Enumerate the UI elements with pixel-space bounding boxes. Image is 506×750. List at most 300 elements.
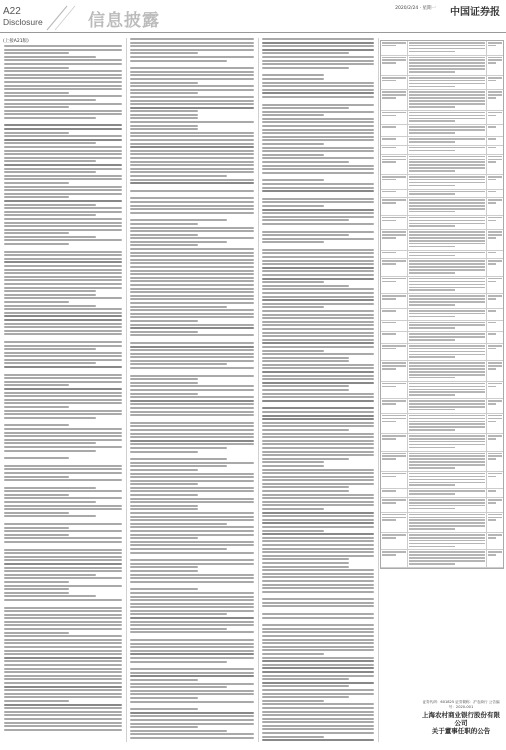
- text-line: [130, 737, 254, 739]
- text-line: [382, 91, 406, 93]
- text-line: [4, 315, 122, 317]
- masthead-slash-graphic: [45, 0, 85, 32]
- text-line: [382, 59, 406, 61]
- text-line: [409, 336, 485, 338]
- text-line: [4, 570, 122, 572]
- text-line: [262, 111, 374, 113]
- text-line: [4, 211, 122, 213]
- text-line: [262, 198, 374, 200]
- text-line: [4, 110, 122, 112]
- text-line: [262, 494, 374, 496]
- text-line: [130, 295, 254, 297]
- text-line: [4, 497, 122, 499]
- text-line: [262, 721, 374, 723]
- text-line: [262, 696, 349, 698]
- text-line: [4, 675, 122, 677]
- text-line: [382, 435, 406, 437]
- text-line: [409, 199, 485, 201]
- text-line: [488, 80, 496, 82]
- text-line: [130, 697, 198, 699]
- text-line: [262, 707, 374, 709]
- text-line: [488, 554, 496, 556]
- text-line: [409, 476, 485, 478]
- table-row: [381, 294, 503, 309]
- text-line: [4, 178, 122, 180]
- text-line: [488, 191, 496, 193]
- text-line: [130, 244, 198, 246]
- text-line: [262, 346, 374, 348]
- text-line: [409, 455, 485, 457]
- text-line: [4, 402, 122, 404]
- text-line: [4, 56, 96, 58]
- text-line: [488, 281, 496, 283]
- text-line: [4, 214, 96, 216]
- text-line: [409, 161, 485, 163]
- text-line: [409, 403, 485, 405]
- text-line: [130, 723, 254, 725]
- text-line: [4, 297, 122, 299]
- text-line: [382, 217, 406, 219]
- text-line: [262, 411, 374, 413]
- text-line: [130, 107, 254, 109]
- text-line: [382, 365, 406, 367]
- table-cell: [381, 76, 408, 90]
- table-cell: [487, 294, 503, 308]
- text-line: [130, 89, 254, 91]
- text-line: [130, 346, 254, 348]
- text-line: [4, 588, 69, 590]
- text-line: [262, 728, 374, 730]
- text-line: [130, 610, 254, 612]
- text-line: [4, 381, 122, 383]
- text-line: [382, 77, 406, 79]
- text-line: [262, 393, 374, 395]
- text-line: [382, 368, 396, 370]
- text-line: [262, 653, 324, 655]
- text-line: [488, 77, 502, 79]
- text-line: [382, 260, 406, 262]
- text-line: [130, 367, 254, 369]
- text-line: [4, 374, 122, 376]
- text-line: [262, 168, 374, 170]
- table-row: [381, 259, 503, 276]
- text-line: [262, 407, 374, 409]
- text-line: [488, 473, 502, 475]
- text-line: [262, 260, 374, 262]
- text-line: [4, 81, 122, 83]
- text-line: [488, 418, 502, 420]
- text-line: [130, 628, 227, 630]
- text-line: [4, 534, 69, 536]
- table-cell: [487, 41, 503, 55]
- text-line: [262, 256, 374, 258]
- text-line: [262, 96, 374, 98]
- text-line: [262, 422, 374, 424]
- text-line: [130, 248, 254, 250]
- text-line: [409, 240, 485, 242]
- table-cell: [381, 294, 408, 308]
- text-line: [4, 355, 122, 357]
- text-line: [4, 508, 122, 510]
- text-line: [262, 56, 374, 58]
- text-line: [4, 682, 122, 684]
- table-cell: [408, 76, 487, 90]
- text-line: [4, 352, 122, 354]
- text-line: [4, 417, 96, 419]
- text-line: [130, 617, 254, 619]
- text-line: [262, 718, 374, 720]
- text-line: [409, 246, 455, 248]
- text-line: [409, 348, 485, 350]
- text-line: [382, 490, 396, 492]
- text-line: [409, 546, 455, 548]
- text-line: [409, 164, 485, 166]
- text-line: [130, 712, 254, 714]
- text-line: [262, 458, 349, 460]
- text-line: [4, 258, 122, 260]
- text-line: [262, 628, 374, 630]
- text-line: [4, 595, 96, 597]
- text-line: [262, 205, 324, 207]
- text-line: [130, 382, 198, 384]
- table-cell: [408, 309, 487, 320]
- text-line: [4, 193, 122, 195]
- text-line: [130, 425, 254, 427]
- text-line: [4, 413, 122, 415]
- text-line: [130, 476, 254, 478]
- text-line: [262, 63, 374, 65]
- table-cell: [381, 434, 408, 450]
- text-line: [262, 635, 374, 637]
- text-line: [409, 115, 485, 117]
- text-line: [130, 316, 254, 318]
- dateline: 2020/2/24 · 星期一: [395, 6, 436, 11]
- text-line: [488, 234, 502, 236]
- text-line: [262, 617, 374, 619]
- text-line: [382, 415, 406, 417]
- text-line: [262, 165, 374, 167]
- table-cell: [408, 90, 487, 109]
- table-cell: [381, 146, 408, 154]
- text-line: [130, 393, 198, 395]
- text-line: [262, 664, 374, 666]
- text-line: [409, 182, 485, 184]
- text-line: [4, 117, 96, 119]
- text-line: [130, 252, 254, 254]
- text-line: [409, 540, 485, 542]
- text-line: [382, 115, 396, 117]
- text-line: [4, 113, 122, 115]
- text-line: [4, 678, 122, 680]
- text-line: [262, 400, 374, 402]
- table-cell: [408, 533, 487, 549]
- text-line: [262, 104, 374, 106]
- text-line: [488, 333, 496, 335]
- text-line: [262, 642, 374, 644]
- table-cell: [381, 190, 408, 198]
- text-line: [409, 339, 455, 341]
- text-line: [382, 345, 406, 347]
- text-line: [262, 132, 374, 134]
- text-line: [262, 234, 349, 236]
- text-line: [130, 613, 227, 615]
- table-cell: [381, 498, 408, 512]
- text-line: [488, 147, 496, 149]
- text-line: [488, 400, 502, 402]
- text-line: [4, 406, 69, 408]
- text-line: [409, 118, 485, 120]
- text-line: [130, 38, 254, 40]
- text-line: [130, 443, 254, 445]
- text-line: [4, 308, 122, 310]
- text-line: [130, 179, 254, 181]
- text-line: [130, 313, 254, 315]
- text-line: [488, 260, 502, 262]
- text-line: [382, 191, 396, 193]
- text-line: [409, 461, 485, 463]
- text-line: [382, 418, 406, 420]
- table-row: [381, 472, 503, 489]
- text-line: [130, 128, 198, 130]
- text-line: [488, 278, 502, 280]
- text-line: [4, 319, 122, 321]
- table-cell: [408, 321, 487, 332]
- text-line: [4, 552, 122, 554]
- text-line: [262, 454, 374, 456]
- table-row: [381, 550, 503, 567]
- text-line: [262, 624, 374, 626]
- text-line: [409, 266, 485, 268]
- text-line: [4, 150, 122, 152]
- text-line: [262, 321, 374, 323]
- text-line: [4, 624, 122, 626]
- text-line: [130, 223, 198, 225]
- table-cell: [487, 414, 503, 433]
- text-line: [409, 278, 485, 280]
- text-line: [409, 377, 455, 379]
- table-cell: [381, 361, 408, 380]
- text-line: [4, 541, 122, 543]
- text-line: [409, 368, 485, 370]
- table-cell: [408, 146, 487, 154]
- text-line: [130, 494, 198, 496]
- text-line: [409, 220, 485, 222]
- text-line: [130, 526, 254, 528]
- text-line: [409, 237, 485, 239]
- text-line: [130, 150, 254, 152]
- table-row: [381, 533, 503, 550]
- text-line: [409, 156, 485, 158]
- text-line: [488, 403, 496, 405]
- text-line: [488, 112, 502, 114]
- text-line: [382, 298, 396, 300]
- text-line: [488, 415, 502, 417]
- text-line: [262, 74, 324, 76]
- text-line: [262, 310, 374, 312]
- text-line: [130, 273, 254, 275]
- text-line: [382, 476, 396, 478]
- text-line: [4, 222, 122, 224]
- text-line: [262, 328, 374, 330]
- text-line: [382, 386, 396, 388]
- text-line: [382, 252, 396, 254]
- text-line: [262, 725, 374, 727]
- text-line: [130, 353, 254, 355]
- text-line: [262, 580, 374, 582]
- table-row: [381, 414, 503, 434]
- text-line: [4, 265, 122, 267]
- text-line: [409, 554, 485, 556]
- text-line: [382, 383, 406, 385]
- text-line: [4, 305, 96, 307]
- text-line: [409, 301, 485, 303]
- text-line: [409, 383, 485, 385]
- table-cell: [408, 550, 487, 566]
- table-cell: [381, 399, 408, 413]
- text-line: [409, 453, 485, 455]
- table-cell: [487, 513, 503, 532]
- text-line: [382, 62, 396, 64]
- table-row: [381, 344, 503, 361]
- text-line: [488, 502, 496, 504]
- text-line: [262, 732, 374, 734]
- text-line: [4, 59, 122, 61]
- text-line: [4, 523, 122, 525]
- text-line: [130, 241, 227, 243]
- text-line: [409, 543, 485, 545]
- text-line: [409, 447, 455, 449]
- text-line: [130, 227, 254, 229]
- table-row: [381, 452, 503, 472]
- text-line: [130, 740, 254, 742]
- text-line: [4, 610, 122, 612]
- text-line: [130, 422, 254, 424]
- text-line: [382, 80, 396, 82]
- text-line: [382, 362, 406, 364]
- table-row: [381, 382, 503, 399]
- text-line: [262, 78, 324, 80]
- text-line: [409, 185, 455, 187]
- text-line: [4, 124, 122, 126]
- text-line: [4, 494, 69, 496]
- text-line: [130, 190, 254, 192]
- text-line: [262, 736, 324, 738]
- text-line: [130, 74, 254, 76]
- text-line: [4, 603, 122, 607]
- table-row: [381, 198, 503, 215]
- text-line: [130, 396, 254, 398]
- text-line: [382, 453, 406, 455]
- text-line: [4, 232, 69, 234]
- text-line: [130, 606, 254, 608]
- text-line: [130, 523, 227, 525]
- text-line: [130, 447, 227, 449]
- text-line: [130, 110, 198, 112]
- text-line: [262, 364, 374, 366]
- text-line: [130, 559, 254, 561]
- text-line: [409, 522, 485, 524]
- text-line: [262, 288, 374, 290]
- text-line: [262, 350, 324, 352]
- text-line: [4, 95, 122, 97]
- text-line: [262, 367, 374, 369]
- table-row: [381, 321, 503, 333]
- table-cell: [408, 198, 487, 214]
- text-line: [4, 142, 96, 144]
- text-line: [4, 617, 122, 619]
- text-line: [409, 71, 455, 73]
- text-line: [409, 129, 485, 131]
- text-line: [130, 342, 254, 344]
- table-row: [381, 251, 503, 260]
- text-line: [409, 490, 485, 492]
- text-line: [4, 146, 122, 148]
- text-line: [4, 261, 122, 263]
- text-line: [409, 86, 455, 88]
- text-line: [4, 714, 122, 716]
- text-line: [130, 508, 198, 510]
- text-line: [4, 45, 122, 47]
- table-cell: [408, 399, 487, 413]
- text-line: [4, 432, 122, 434]
- text-line: [262, 147, 374, 149]
- text-line: [262, 92, 374, 94]
- text-line: [130, 255, 254, 257]
- table-cell: [381, 56, 408, 75]
- text-line: [382, 534, 406, 536]
- text-line: [262, 682, 374, 684]
- text-line: [409, 103, 485, 105]
- text-line: [262, 335, 374, 337]
- text-line: [4, 384, 69, 386]
- text-line: [4, 657, 122, 659]
- text-line: [382, 42, 406, 44]
- text-line: [382, 517, 406, 519]
- text-line: [262, 433, 374, 435]
- text-line: [130, 563, 254, 565]
- text-line: [262, 472, 374, 474]
- text-line: [382, 502, 396, 504]
- text-line: [409, 51, 455, 53]
- text-line: [409, 514, 485, 516]
- text-line: [130, 201, 254, 203]
- table-cell: [381, 259, 408, 275]
- table-cell: [381, 332, 408, 343]
- text-line: [130, 631, 254, 633]
- text-line: [488, 551, 502, 553]
- text-line: [4, 395, 122, 397]
- text-line: [488, 438, 496, 440]
- text-line: [262, 657, 374, 659]
- text-line: [262, 385, 349, 387]
- newspaper-logo: 中国证券报: [450, 7, 500, 18]
- text-line: [4, 465, 122, 467]
- text-line: [4, 70, 122, 72]
- text-line: [4, 563, 122, 565]
- text-line: [409, 298, 485, 300]
- text-line: [382, 322, 396, 324]
- text-line: [488, 455, 502, 457]
- table-cell: [487, 190, 503, 198]
- text-line: [130, 262, 254, 264]
- text-line: [130, 67, 254, 69]
- text-line: [409, 406, 485, 408]
- text-line: [130, 643, 254, 645]
- table-cell: [487, 146, 503, 154]
- table-cell: [408, 414, 487, 433]
- table-row: [381, 190, 503, 199]
- text-line: [262, 711, 374, 713]
